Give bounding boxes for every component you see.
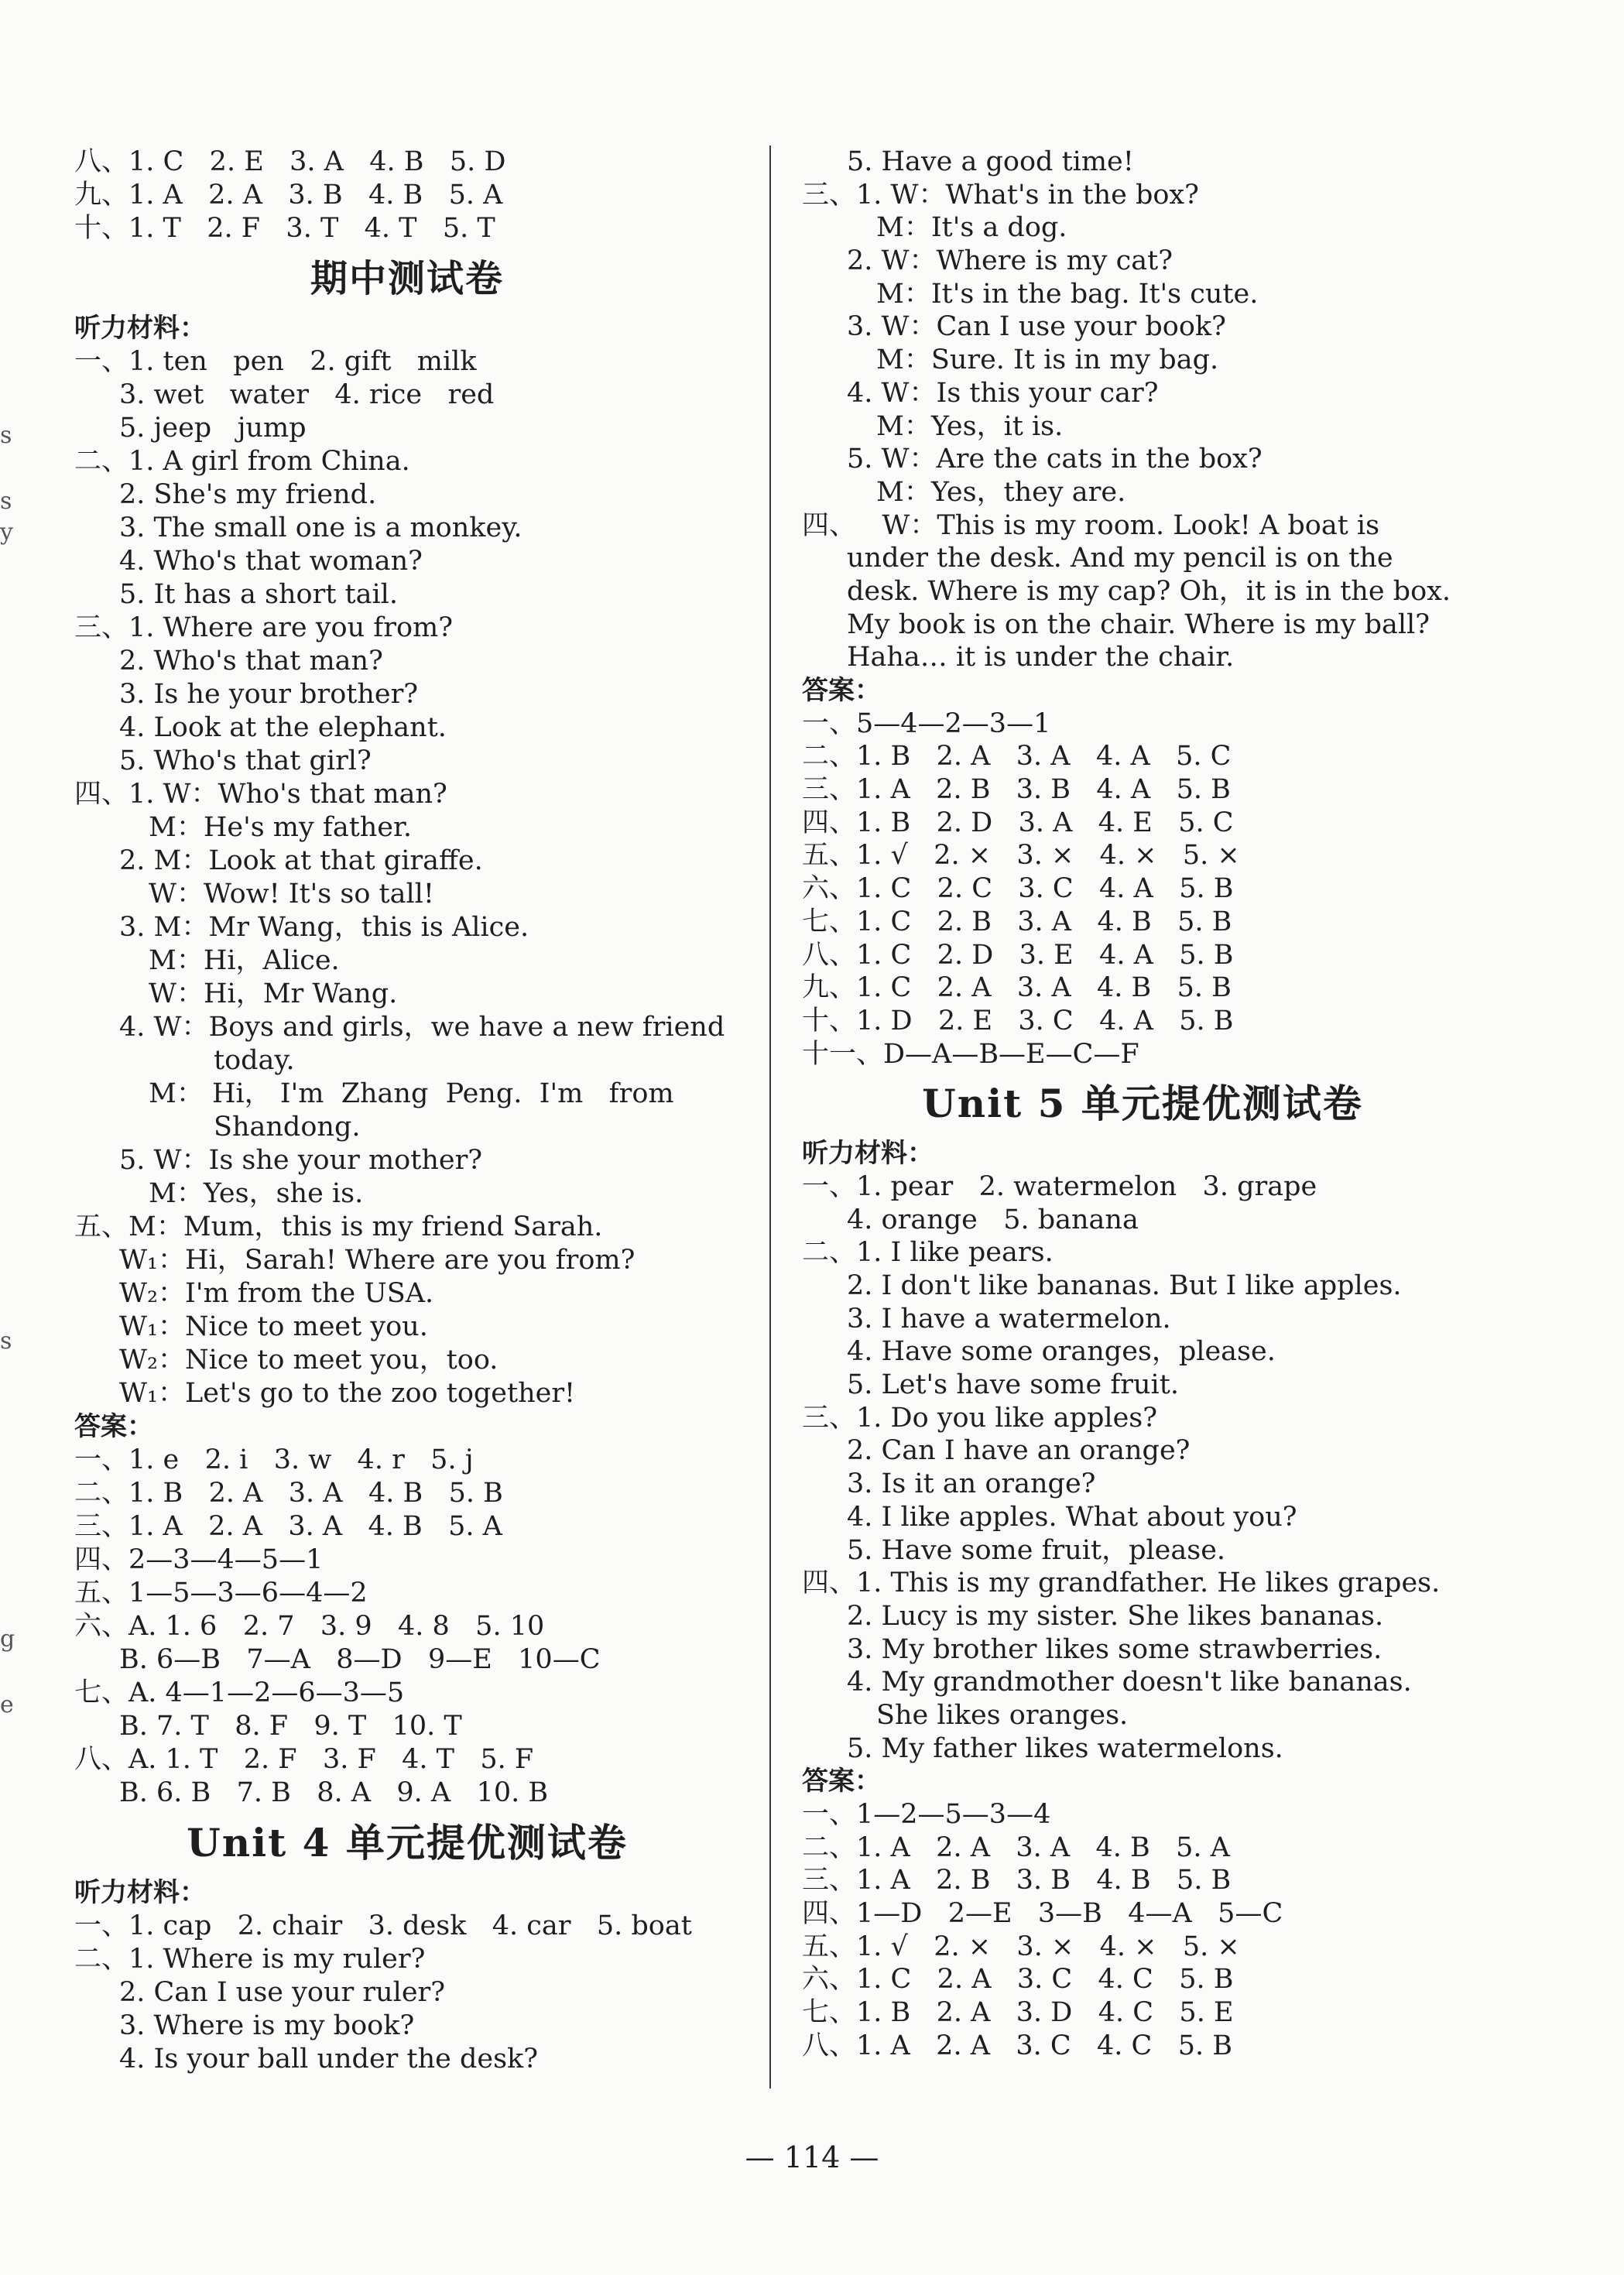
answer-line: She likes oranges. <box>876 1699 1129 1731</box>
answer-line: 四、1. W：Who's that man? <box>74 779 447 810</box>
answer-line: 九、1. A 2. A 3. B 4. B 5. A <box>74 180 503 211</box>
edge-fragment: e <box>0 1691 14 1718</box>
answer-line: 二、1. Where is my ruler? <box>74 1944 426 1975</box>
answer-line: 三、1. A 2. B 3. B 4. A 5. B <box>802 774 1231 806</box>
edge-fragment: g <box>0 1626 15 1653</box>
answer-line: B. 7. T 8. F 9. T 10. T <box>119 1711 462 1742</box>
answer-line: Haha… it is under the chair. <box>847 642 1235 673</box>
right-column <box>802 146 1483 2063</box>
answer-line: M：Yes，it is. <box>876 410 1064 442</box>
answer-line: 一、5—4—2—3—1 <box>802 708 1051 739</box>
answer-line: W₁：Nice to meet you. <box>119 1311 428 1342</box>
answer-line: 5. W：Are the cats in the box? <box>847 444 1263 475</box>
answer-line: 五、M：Mum，this is my friend Sarah. <box>74 1211 603 1242</box>
answer-line: 3. W：Can I use your book? <box>847 311 1226 343</box>
answer-line: 3. M：Mr Wang，this is Alice. <box>119 912 529 943</box>
answer-line: 5. W：Is she your mother? <box>119 1145 483 1176</box>
answer-line: 二、1. B 2. A 3. A 4. A 5. C <box>802 741 1232 773</box>
answer-line: B. 6—B 7—A 8—D 9—E 10—C <box>119 1644 601 1675</box>
edge-fragment: s <box>0 422 12 449</box>
answer-line: 十一、D—A—B—E—C—F <box>802 1038 1139 1070</box>
answer-line: M：It's in the bag. It's cute. <box>876 278 1259 310</box>
answer-line: W₂：Nice to meet you，too. <box>119 1345 499 1376</box>
answer-line: 2. M：Look at that giraffe. <box>119 845 483 876</box>
answer-line: 5. It has a short tail. <box>119 579 398 610</box>
answer-line: desk. Where is my cap? Oh，it is in the box. <box>847 575 1451 607</box>
answer-line: 三、1. A 2. A 3. A 4. B 5. A <box>74 1511 502 1542</box>
answer-line: 九、1. C 2. A 3. A 4. B 5. B <box>802 972 1232 1004</box>
answer-line: W：Wow! It's so tall! <box>149 879 434 910</box>
answer-line: 一、1. e 2. i 3. w 4. r 5. j <box>74 1444 474 1475</box>
answer-line: 六、1. C 2. C 3. C 4. A 5. B <box>802 873 1234 905</box>
answer-line: 三、1. A 2. B 3. B 4. B 5. B <box>802 1865 1232 1896</box>
answer-line: Shandong. <box>214 1112 361 1143</box>
answer-line: 八、1. A 2. A 3. C 4. C 5. B <box>802 2030 1232 2061</box>
edge-fragment: y <box>0 519 13 546</box>
answer-line: 4. W：Is this your car? <box>847 377 1159 409</box>
answer-line: 4. Look at the elephant. <box>119 712 447 743</box>
answer-line: 2. Can I have an orange? <box>847 1435 1191 1467</box>
answer-line: 一、1—2—5—3—4 <box>802 1799 1051 1830</box>
answer-line: 2. Lucy is my sister. She likes bananas. <box>847 1600 1384 1632</box>
answer-line: 二、1. I like pears. <box>802 1237 1054 1269</box>
subsection-label: 答案： <box>802 1766 881 1797</box>
answer-line: 七、A. 4—1—2—6—3—5 <box>74 1677 405 1708</box>
answer-line: 4. My grandmother doesn't like bananas. <box>847 1667 1412 1698</box>
answer-line: 四、 W：This is my room. Look! A boat is <box>802 509 1380 541</box>
answer-line: 4. orange 5. banana <box>847 1204 1139 1235</box>
answer-line: 五、1. √ 2. × 3. × 4. × 5. × <box>802 1931 1240 1962</box>
answer-line: 2. She's my friend. <box>119 479 377 510</box>
answer-line: today. <box>214 1045 295 1076</box>
subsection-label: 听力材料： <box>802 1138 934 1170</box>
answer-line: 5. Have a good time! <box>847 146 1134 177</box>
section-title: Unit 4 单元提优测试卷 <box>187 1820 628 1866</box>
answer-line: M：It's a dog. <box>876 212 1067 244</box>
answer-line: 5. Have some fruit，please. <box>847 1534 1226 1566</box>
answer-line: 3. wet water 4. rice red <box>119 379 495 410</box>
answer-line: M：He's my father. <box>149 812 413 843</box>
answer-line: 一、1. cap 2. chair 3. desk 4. car 5. boat <box>74 1910 692 1941</box>
answer-line: 2. Who's that man? <box>119 646 383 677</box>
answer-line: 四、1—D 2—E 3—B 4—A 5—C <box>802 1898 1283 1930</box>
answer-line: 一、1. ten pen 2. gift milk <box>74 346 477 377</box>
answer-line: W₂：I'm from the USA. <box>119 1278 434 1309</box>
answer-line: 5. Let's have some fruit. <box>847 1369 1179 1401</box>
section-title: Unit 5 单元提优测试卷 <box>922 1081 1363 1127</box>
answer-line: 四、2—3—4—5—1 <box>74 1544 324 1575</box>
answer-line: 2. Can I use your ruler? <box>119 1977 446 2008</box>
answer-line: 七、1. B 2. A 3. D 4. C 5. E <box>802 1997 1234 2029</box>
answer-line: 5. jeep jump <box>119 413 307 444</box>
answer-line: W：Hi，Mr Wang. <box>149 978 398 1009</box>
answer-line: 八、A. 1. T 2. F 3. F 4. T 5. F <box>74 1744 534 1775</box>
answer-line: under the desk. And my pencil is on the <box>847 543 1393 574</box>
answer-line: 四、1. B 2. D 3. A 4. E 5. C <box>802 807 1234 838</box>
subsection-label: 答案： <box>74 1411 153 1442</box>
answer-line: 二、1. A 2. A 3. A 4. B 5. A <box>802 1831 1230 1863</box>
answer-line: 3. My brother likes some strawberries. <box>847 1633 1382 1665</box>
answer-line: 5. Who's that girl? <box>119 745 372 776</box>
answer-line: 二、1. B 2. A 3. A 4. B 5. B <box>74 1478 503 1509</box>
page-number: — 114 — <box>745 2140 879 2174</box>
answer-line: 八、1. C 2. E 3. A 4. B 5. D <box>74 146 506 177</box>
answer-line: 一、1. pear 2. watermelon 3. grape <box>802 1170 1317 1202</box>
answer-line: 五、1. √ 2. × 3. × 4. × 5. × <box>802 840 1240 872</box>
subsection-label: 听力材料： <box>74 313 206 344</box>
answer-line: 2. I don't like bananas. But I like apples. <box>847 1270 1402 1301</box>
answer-line: 3. The small one is a monkey. <box>119 512 522 543</box>
answer-line: 5. My father likes watermelons. <box>847 1732 1283 1764</box>
answer-line: 3. I have a watermelon. <box>847 1303 1171 1335</box>
answer-line: M：Yes，they are. <box>876 476 1126 508</box>
answer-line: 3. Is he your brother? <box>119 679 419 710</box>
column-divider <box>769 146 771 2088</box>
answer-line: W₁：Hi，Sarah! Where are you from? <box>119 1245 636 1276</box>
subsection-label: 答案： <box>802 675 881 706</box>
answer-line: 十、1. T 2. F 3. T 4. T 5. T <box>74 213 495 244</box>
answer-line: 4. Have some oranges，please. <box>847 1336 1276 1368</box>
answer-line: 六、A. 1. 6 2. 7 3. 9 4. 8 5. 10 <box>74 1611 545 1642</box>
answer-line: 十、1. D 2. E 3. C 4. A 5. B <box>802 1005 1234 1036</box>
answer-line: M：Sure. It is in my bag. <box>876 344 1219 376</box>
answer-line: M：Yes，she is. <box>149 1178 364 1209</box>
answer-line: 六、1. C 2. A 3. C 4. C 5. B <box>802 1964 1234 1996</box>
answer-line: 4. Who's that woman? <box>119 546 423 577</box>
answer-line: My book is on the chair. Where is my ball? <box>847 608 1430 640</box>
subsection-label: 听力材料： <box>74 1877 206 1908</box>
answer-line: 4. W：Boys and girls，we have a new friend <box>119 1012 725 1043</box>
answer-line: B. 6. B 7. B 8. A 9. A 10. B <box>119 1777 549 1808</box>
section-title: 期中测试卷 <box>310 257 504 300</box>
answer-line: 八、1. C 2. D 3. E 4. A 5. B <box>802 939 1234 971</box>
answer-line: M： Hi， I'm Zhang Peng. I'm from <box>149 1078 674 1109</box>
answer-line: 4. Is your ball under the desk? <box>119 2044 539 2075</box>
answer-line: 三、1. Where are you from? <box>74 612 453 643</box>
edge-fragment: s <box>0 488 12 515</box>
answer-line: W₁：Let's go to the zoo together! <box>119 1378 576 1409</box>
answer-line: 四、1. This is my grandfather. He likes grapes. <box>802 1567 1441 1599</box>
answer-line: 三、1. W：What's in the box? <box>802 179 1199 211</box>
answer-line: M：Hi，Alice. <box>149 945 340 976</box>
answer-line: 3. Is it an orange? <box>847 1468 1096 1500</box>
answer-line: 三、1. Do you like apples? <box>802 1402 1158 1434</box>
answer-line: 七、1. C 2. B 3. A 4. B 5. B <box>802 906 1232 937</box>
answer-line: 3. Where is my book? <box>119 2010 415 2041</box>
answer-line: 4. I like apples. What about you? <box>847 1501 1297 1533</box>
answer-line: 五、1—5—3—6—4—2 <box>74 1578 368 1609</box>
edge-fragment: s <box>0 1328 12 1355</box>
left-column <box>74 146 740 2076</box>
answer-line: 二、1. A girl from China. <box>74 446 410 477</box>
answer-line: 2. W：Where is my cat? <box>847 245 1173 277</box>
